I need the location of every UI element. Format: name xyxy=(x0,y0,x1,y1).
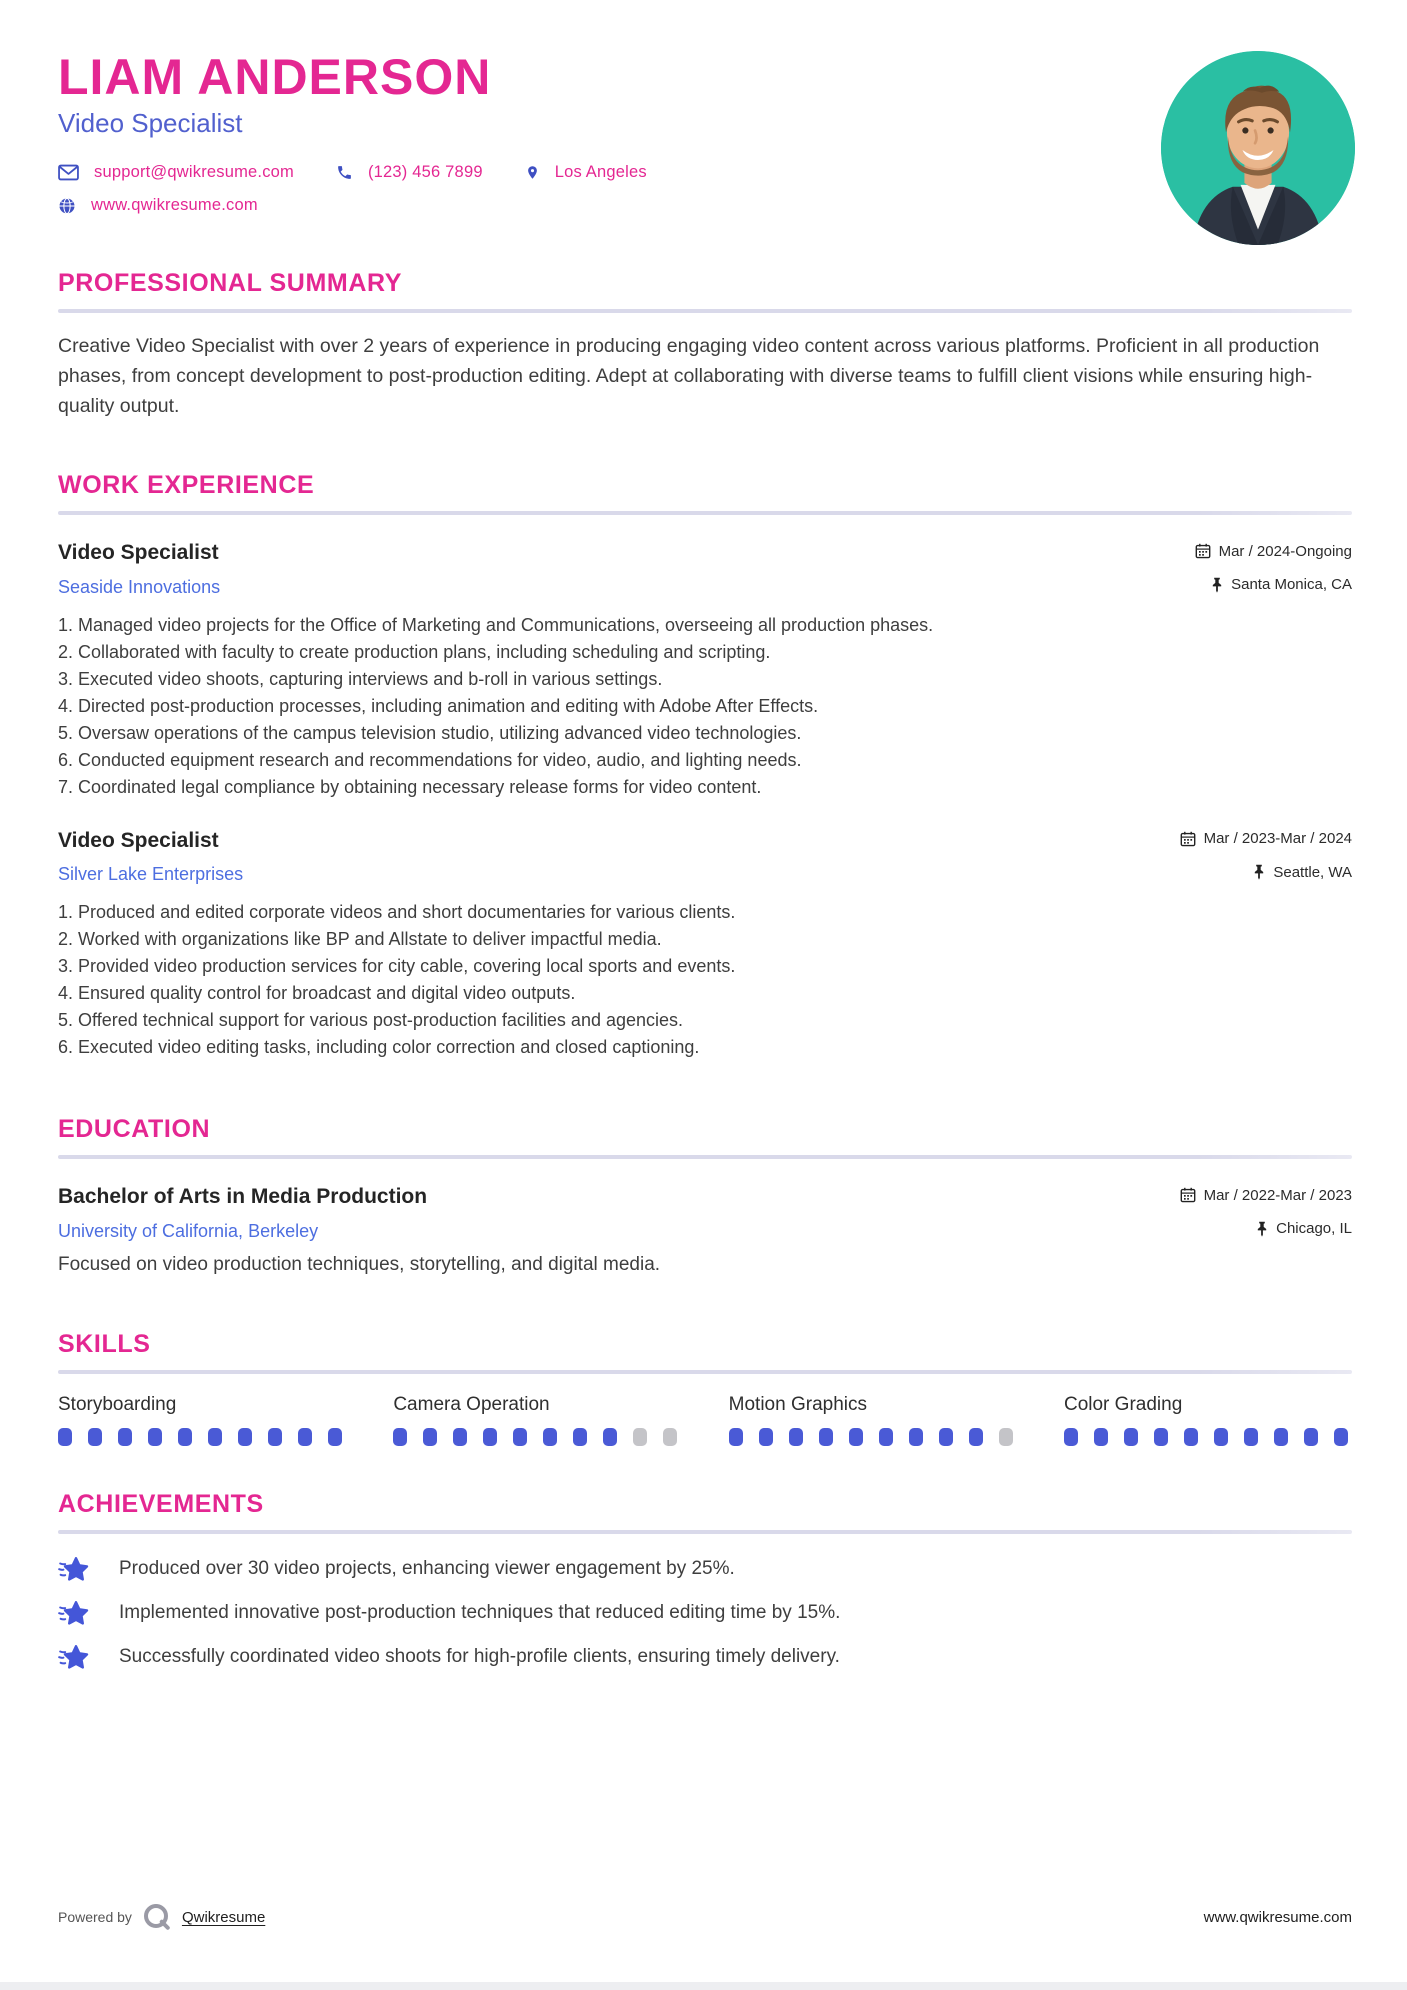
job-company[interactable]: Seaside Innovations xyxy=(58,576,221,597)
email-icon xyxy=(58,164,79,181)
job-duty-item: 6. Executed video editing tasks, including color correction and closed captioning. xyxy=(58,1037,700,1057)
skill-dot xyxy=(453,1428,467,1446)
skill-dot xyxy=(58,1428,72,1446)
job-duties xyxy=(58,612,1352,801)
job-title: Video Specialist xyxy=(58,828,219,852)
achievement-item xyxy=(58,1600,1352,1627)
contact-label: www.qwikresume.com xyxy=(91,196,258,214)
skill-name: Motion Graphics xyxy=(728,1393,867,1415)
person-name: LIAM ANDERSON xyxy=(58,49,492,105)
contact-label: (123) 456 7899 xyxy=(367,163,483,181)
skill-dot xyxy=(969,1428,983,1446)
skill-dot xyxy=(849,1428,863,1446)
job-duty-item: 3. Executed video shoots, capturing interviews and b-roll in various settings. xyxy=(58,668,663,689)
education-date-text: Mar / 2022-Mar / 2023 xyxy=(1203,1186,1352,1204)
skill-dot xyxy=(148,1428,162,1446)
job-date xyxy=(1180,830,1352,847)
job-duty-item: 7. Coordinated legal compliance by obtaining necessary release forms for video content. xyxy=(58,776,762,797)
skill-dot xyxy=(789,1428,803,1446)
location-icon xyxy=(525,163,540,182)
globe-icon xyxy=(58,197,76,215)
skill-dot xyxy=(178,1428,192,1446)
education-location xyxy=(1256,1220,1352,1237)
skill-dot xyxy=(1154,1428,1168,1446)
job-title: Video Specialist xyxy=(58,541,219,564)
pushpin-icon xyxy=(1253,864,1265,880)
skill-dot xyxy=(939,1428,953,1446)
calendar-icon xyxy=(1195,543,1211,559)
education-entry xyxy=(58,1185,1352,1276)
job-duty-item: 3. Provided video production services for city cable, covering local sports and events. xyxy=(58,956,736,976)
calendar-icon xyxy=(1180,831,1196,847)
skill-name: Color Grading xyxy=(1063,1393,1183,1415)
education-note: Focused on video production techniques, storytelling, and digital media. xyxy=(58,1253,661,1275)
skill-dot xyxy=(663,1428,677,1446)
header xyxy=(58,0,1352,215)
footer xyxy=(58,1902,1352,1932)
section-divider xyxy=(58,1370,1352,1374)
pushpin-icon xyxy=(1211,577,1223,593)
section-heading-skills: SKILLS xyxy=(58,1329,151,1358)
skill-dot xyxy=(633,1428,647,1446)
skill-dot xyxy=(909,1428,923,1446)
section-heading-work: WORK EXPERIENCE xyxy=(58,471,315,499)
section-divider xyxy=(58,1155,1352,1159)
contact-item[interactable] xyxy=(58,163,294,182)
achievement-text: Implemented innovative post-production techniques that reduced editing time by 15%. xyxy=(119,1602,841,1623)
education-date xyxy=(1180,1187,1352,1204)
skill-dot xyxy=(513,1428,527,1446)
skill-dot xyxy=(1334,1428,1348,1446)
person-job-title: Video Specialist xyxy=(58,108,243,138)
calendar-icon xyxy=(1180,1187,1196,1203)
job-date-text: Mar / 2023-Mar / 2024 xyxy=(1203,830,1352,847)
qwikresume-link[interactable]: Qwikresume xyxy=(181,1908,266,1926)
skill-dot xyxy=(483,1428,497,1446)
skill-dot xyxy=(999,1428,1013,1446)
skill-dot xyxy=(88,1428,102,1446)
job-duty-item: 6. Conducted equipment research and recommendations for video, audio, and lighting needs. xyxy=(58,749,802,770)
job-duty-item: 2. Worked with organizations like BP and Allstate to deliver impactful media. xyxy=(58,929,662,949)
skill-dot xyxy=(879,1428,893,1446)
job-entry xyxy=(58,829,1352,1062)
skill-dot xyxy=(393,1428,407,1446)
contact-item[interactable] xyxy=(336,163,483,182)
skill-column xyxy=(1064,1394,1352,1446)
star-burst-icon xyxy=(58,1600,89,1627)
job-duty-item: 2. Collaborated with faculty to create production plans, including scheduling and scripting. xyxy=(58,641,771,662)
job-duty-item: 4. Directed post-production processes, including animation and editing with Adobe After Effects. xyxy=(58,695,819,716)
contact-item[interactable] xyxy=(58,196,258,215)
job-location-text: Santa Monica, CA xyxy=(1231,576,1352,593)
achievement-item xyxy=(58,1556,1352,1583)
profile-photo xyxy=(1161,51,1355,245)
skill-level-dots xyxy=(58,1428,346,1446)
skill-name: Storyboarding xyxy=(58,1393,177,1415)
contact-row-primary xyxy=(58,163,1352,182)
skill-dot xyxy=(238,1428,252,1446)
job-duty-item: 5. Oversaw operations of the campus television studio, utilizing advanced video technologies. xyxy=(58,722,802,743)
section-heading-summary: PROFESSIONAL SUMMARY xyxy=(58,269,402,297)
skill-dot xyxy=(423,1428,437,1446)
section-heading-education: EDUCATION xyxy=(58,1115,211,1143)
skill-dot xyxy=(268,1428,282,1446)
pushpin-icon xyxy=(1256,1221,1268,1237)
contact-item[interactable] xyxy=(525,163,647,182)
skill-dot xyxy=(1184,1428,1198,1446)
skill-dot xyxy=(543,1428,557,1446)
skill-dot xyxy=(1064,1428,1078,1446)
footer-url: www.qwikresume.com xyxy=(1203,1908,1352,1926)
job-duty-item: 1. Produced and edited corporate videos and short documentaries for various clients. xyxy=(58,902,736,922)
contact-label: support@qwikresume.com xyxy=(94,163,294,181)
skills-grid xyxy=(58,1394,1352,1446)
skill-dot xyxy=(1304,1428,1318,1446)
section-divider xyxy=(58,511,1352,515)
skill-dot xyxy=(298,1428,312,1446)
section-divider xyxy=(58,309,1352,313)
education-location-text: Chicago, IL xyxy=(1276,1220,1352,1237)
skill-dot xyxy=(118,1428,132,1446)
star-burst-icon xyxy=(58,1556,89,1583)
skill-level-dots xyxy=(729,1428,1017,1446)
job-duties xyxy=(58,899,1352,1061)
job-entry xyxy=(58,541,1352,801)
job-location xyxy=(1253,864,1352,881)
skill-dot xyxy=(1094,1428,1108,1446)
jobs-list xyxy=(58,541,1352,1061)
skill-dot xyxy=(759,1428,773,1446)
job-duty-item: 1. Managed video projects for the Office of Marketing and Communications, overseeing all production phases. xyxy=(58,614,934,635)
skill-column xyxy=(58,1394,346,1446)
skill-dot xyxy=(819,1428,833,1446)
powered-by-label: Powered by xyxy=(58,1909,132,1925)
page-bottom-edge xyxy=(0,1982,1407,1990)
qwikresume-logo-icon xyxy=(142,1902,172,1932)
section-heading-achievements: ACHIEVEMENTS xyxy=(58,1489,264,1518)
skill-dot xyxy=(1244,1428,1258,1446)
star-burst-icon xyxy=(58,1644,89,1671)
contact-row-secondary xyxy=(58,196,1352,215)
skill-dot xyxy=(573,1428,587,1446)
skill-column xyxy=(393,1394,681,1446)
degree-title: Bachelor of Arts in Media Production xyxy=(58,1185,428,1208)
profile-photo-illustration xyxy=(1161,51,1355,245)
contact-label: Los Angeles xyxy=(554,163,647,181)
summary-text: Creative Video Specialist with over 2 years of experience in producing engaging video content across various platforms. Proficient in all production phases, from concept development to post-production editing. Adept at collaborating with diverse teams to fulfill client visions while ensuring high-quality output. xyxy=(58,335,1320,417)
section-divider xyxy=(58,1530,1352,1534)
achievement-text: Successfully coordinated video shoots for high-profile clients, ensuring timely delivery. xyxy=(119,1646,840,1667)
skill-dot xyxy=(1124,1428,1138,1446)
phone-icon xyxy=(336,164,353,181)
achievement-text: Produced over 30 video projects, enhancing viewer engagement by 25%. xyxy=(119,1558,735,1579)
job-company[interactable]: Silver Lake Enterprises xyxy=(58,864,244,884)
skill-dot xyxy=(208,1428,222,1446)
job-duty-item: 5. Offered technical support for various post-production facilities and agencies. xyxy=(58,1010,684,1030)
job-duty-item: 4. Ensured quality control for broadcast and digital video outputs. xyxy=(58,983,576,1003)
job-date xyxy=(1195,543,1352,560)
skill-dot xyxy=(328,1428,342,1446)
skill-dot xyxy=(1214,1428,1228,1446)
skill-column xyxy=(729,1394,1017,1446)
skill-level-dots xyxy=(1064,1428,1352,1446)
achievement-item xyxy=(58,1644,1352,1671)
achievements-list xyxy=(58,1556,1352,1671)
school-name[interactable]: University of California, Berkeley xyxy=(58,1220,319,1241)
job-date-text: Mar / 2024-Ongoing xyxy=(1218,542,1352,560)
job-location xyxy=(1211,576,1352,593)
job-location-text: Seattle, WA xyxy=(1273,863,1352,881)
skill-name: Camera Operation xyxy=(393,1393,550,1415)
skill-dot xyxy=(603,1428,617,1446)
skill-dot xyxy=(729,1428,743,1446)
skill-dot xyxy=(1274,1428,1288,1446)
skill-level-dots xyxy=(393,1428,681,1446)
